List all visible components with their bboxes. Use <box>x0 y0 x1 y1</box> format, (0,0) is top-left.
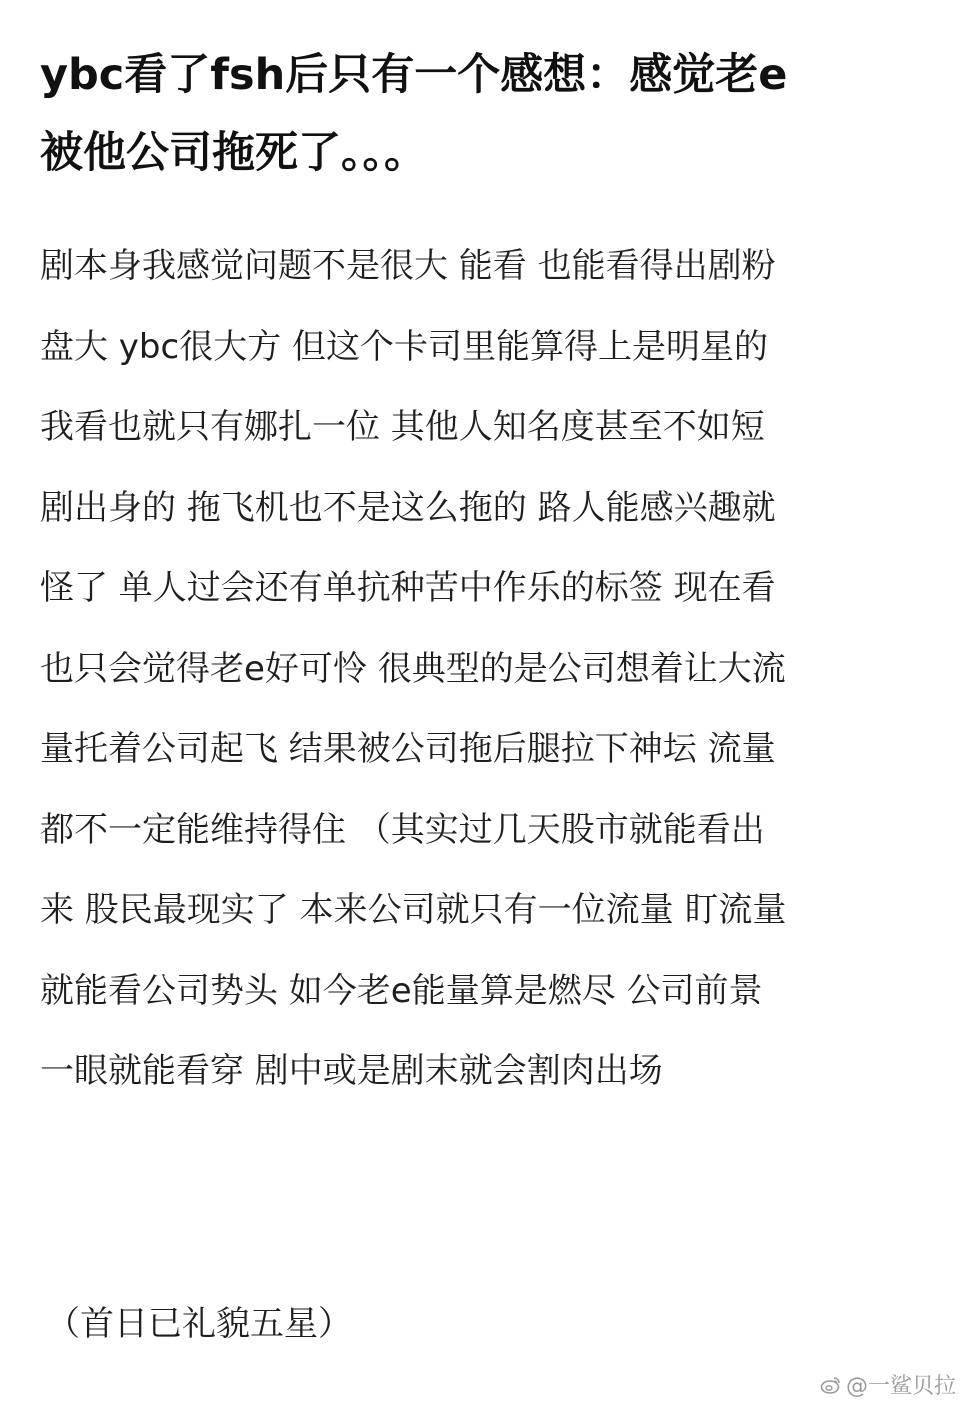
post-body-line: 量托着公司起飞 结果被公司拖后腿拉下神坛 流量 <box>40 729 776 769</box>
post-note: （首日已礼貌五星） <box>46 1304 352 1344</box>
post-body-line: 就能看公司势头 如今老e能量算是燃尽 公司前景 <box>40 970 763 1011</box>
post-title-line: ybc看了fsh后只有一个感想：感觉老e <box>40 50 788 100</box>
post-body-line: 也只会觉得老e好可怜 很典型的是公司想着让大流 <box>40 648 786 689</box>
post-title-line: 被他公司拖死了。。。 <box>40 128 427 178</box>
post-title <box>40 36 930 192</box>
post-body-line: 怪了 单人过会还有单抗种苦中作乐的标签 现在看 <box>40 568 776 608</box>
weibo-icon <box>820 1374 842 1396</box>
post <box>40 36 930 1112</box>
post-body-line: 剧本身我感觉问题不是很大 能看 也能看得出剧粉 <box>40 246 776 286</box>
post-body-line: 剧出身的 拖飞机也不是这么拖的 路人能感兴趣就 <box>40 487 776 528</box>
post-body-line: 我看也就只有娜扎一位 其他人知名度甚至不如短 <box>40 407 765 447</box>
post-body <box>40 226 928 1112</box>
watermark <box>820 1369 956 1400</box>
post-body-line: 盘大 ybc很大方 但这个卡司里能算得上是明星的 <box>40 326 769 367</box>
post-body-line: 一眼就能看穿 剧中或是剧末就会割肉出场 <box>40 1051 663 1091</box>
post-body-line: 都不一定能维持得住 （其实过几天股市就能看出 <box>40 809 765 850</box>
post-body-line: 来 股民最现实了 本来公司就只有一位流量 盯流量 <box>40 890 787 930</box>
watermark-text: @一鲨贝拉 <box>845 1374 956 1399</box>
